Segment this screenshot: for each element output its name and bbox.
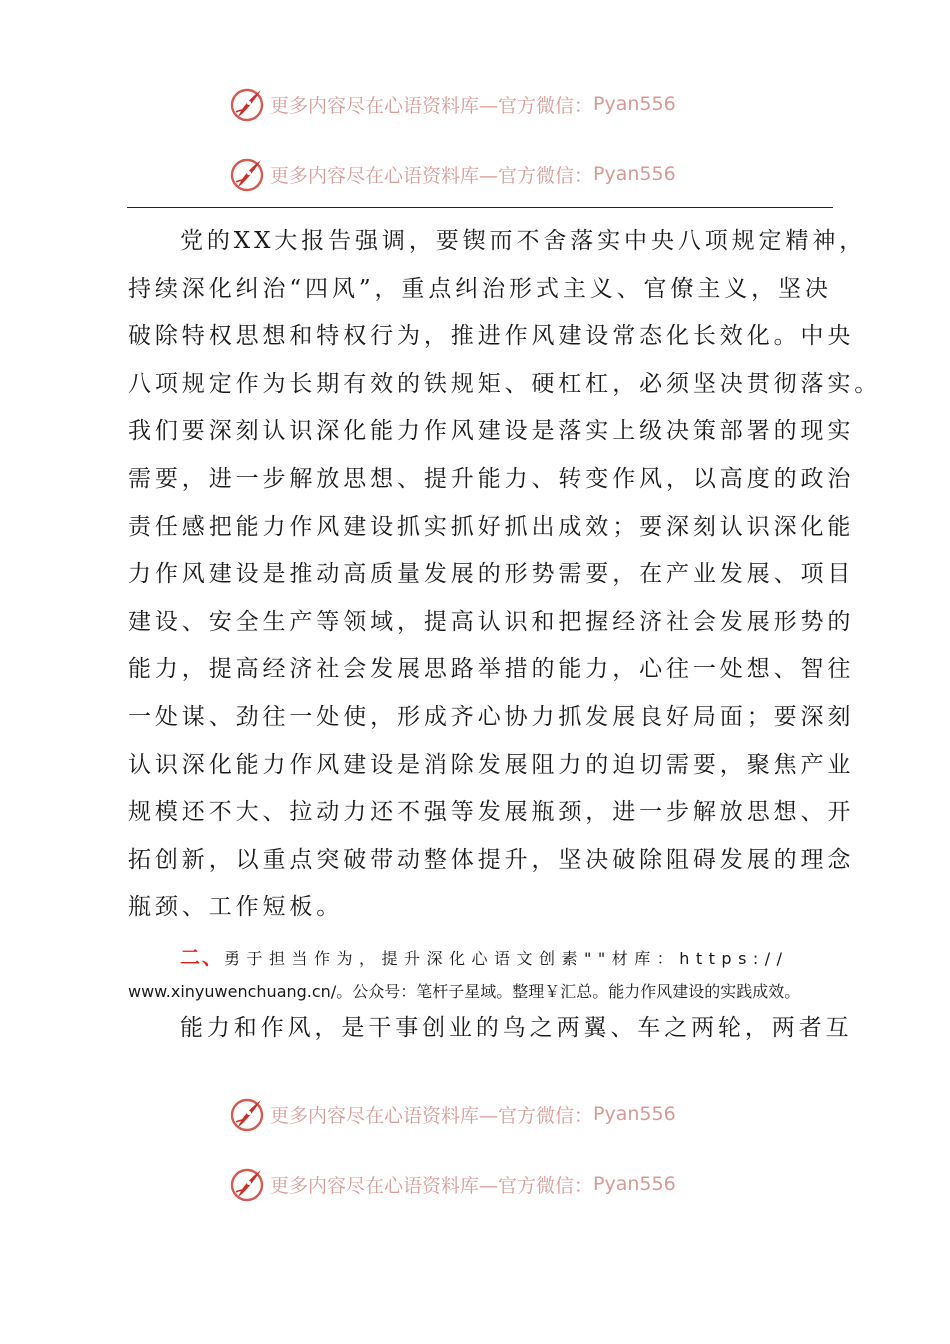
pen-logo-icon: [228, 1164, 268, 1204]
paragraph-line: 认识深化能力作风建设是消除发展阻力的迫切需要，聚焦产业: [128, 751, 855, 778]
pen-logo-icon: [228, 84, 268, 124]
watermark-text: 更多内容尽在心语资料库—官方微信：: [270, 1104, 594, 1127]
watermark-text: 更多内容尽在心语资料库—官方微信：: [270, 1174, 594, 1197]
watermark-bottom-2: [228, 1164, 728, 1204]
heading-text: 勇于担当作为，提升深化心语文创素""材库：https://: [224, 949, 789, 968]
heading-line-1: [128, 941, 834, 975]
paragraph-2: [128, 1005, 853, 1052]
watermark-top-1: [228, 84, 728, 124]
watermark-text: 更多内容尽在心语资料库—官方微信：: [270, 164, 594, 187]
paragraph-1: [128, 218, 882, 932]
heading-number: 二、: [180, 945, 224, 969]
paragraph-line: 八项规定作为长期有效的铁规矩、硬杠杠，必须坚决贯彻落实。: [128, 370, 882, 397]
heading-line-2: www.xinyuwenchuang.cn/。公众号：笔杆子星域。整理￥汇总。能力作风建设的实践成效。: [128, 982, 801, 1001]
pen-logo-icon: [228, 1094, 268, 1134]
watermark-wechat-id: Pyan556: [593, 1173, 676, 1195]
paragraph-line: 责任感把能力作风建设抓实抓好抓出成效；要深刻认识深化能: [128, 513, 855, 540]
watermark-wechat-id: Pyan556: [593, 1103, 676, 1125]
paragraph-line: 建设、安全生产等领域，提高认识和把握经济社会发展形势的: [128, 608, 855, 635]
paragraph-line: 规模还不大、拉动力还不强等发展瓶颈，进一步解放思想、开: [128, 799, 855, 826]
paragraph-line: 党的XX大报告强调，要锲而不舍落实中央八项规定精神，: [180, 228, 867, 254]
paragraph-line: 瓶颈、工作短板。: [128, 894, 344, 921]
section-heading-2: [128, 941, 834, 1008]
paragraph-line: 我们要深刻认识深化能力作风建设是落实上级决策部署的现实: [128, 418, 855, 445]
pen-logo-icon: [228, 154, 268, 194]
paragraph-line: 拓创新，以重点突破带动整体提升，坚决破除阻碍发展的理念: [128, 846, 855, 873]
watermark-wechat-id: Pyan556: [593, 93, 676, 115]
watermark-text: 更多内容尽在心语资料库—官方微信：: [270, 94, 594, 117]
paragraph-line: 破除特权思想和特权行为，推进作风建设常态化长效化。中央: [128, 323, 855, 350]
header-divider: [127, 207, 833, 208]
paragraph-line: 需要，进一步解放思想、提升能力、转变作风，以高度的政治: [128, 465, 855, 492]
watermark-wechat-id: Pyan556: [593, 163, 676, 185]
paragraph-line: 一处谋、劲往一处使，形成齐心协力抓发展良好局面；要深刻: [128, 703, 855, 730]
paragraph-line: 能力和作风，是干事创业的鸟之两翼、车之两轮，两者互: [180, 1015, 853, 1041]
paragraph-line: 力作风建设是推动高质量发展的形势需要，在产业发展、项目: [128, 561, 855, 588]
watermark-top-2: [228, 154, 728, 194]
paragraph-line: 能力，提高经济社会发展思路举措的能力，心往一处想、智往: [128, 656, 855, 683]
paragraph-line: 持续深化纠治“四风”，重点纠治形式主义、官僚主义，坚决: [128, 275, 832, 302]
watermark-bottom-1: [228, 1094, 728, 1134]
